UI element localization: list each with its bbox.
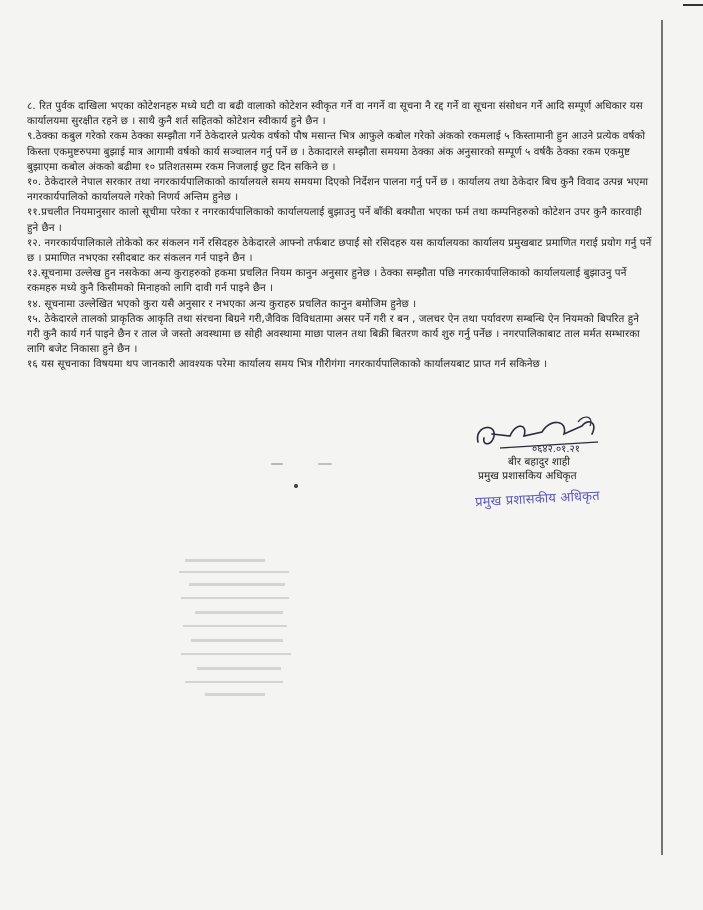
clause-13: १३.सूचनामा उल्लेख हुन नसकेका अन्य कुराहरुको हकमा प्रचलित नियम कानुन अनुसार हुनेछ । ठेक्का सम्झौता पछि नगरकार्यपालिकाको कार्यालयलाई बुझाउनु पर्ने रकमहरु मध्ये कुनै किसीमको मिनाहको लागि दावी गर्न पाइने छैन । [27, 268, 630, 295]
signatory-title: प्रमुख प्रशासकिय अधिकृत [478, 470, 577, 482]
scan-speck [294, 484, 298, 488]
clause-12: १२. नगरकार्यपालिकाले तोकेको कर संकलन गर्ने रसिदहरु ठेकेदारले आफ्नो तर्फबाट छपाई सो रसिदहरु यस कार्यालयका कार्यालय प्रमुखबाट प्रमाणित गराई प्रयोग गर्नु पर्ने छ । प्रमाणित नभएका रसीदबाट कर संकलन गर्न पाइने छैन । [27, 237, 655, 265]
office-stamp: प्रमुख प्रशासकीय अधिकृत [474, 488, 601, 511]
clause-15: १५. ठेकेदारले तालको प्राकृतिक आकृति तथा संरचना बिग्रने गरी,जैविक विविधतामा असर पर्ने गरी र बन , जलचर ऐन तथा पर्यावरण सम्बन्धि ऐन नियमको बिपरित हुने गरी कुनै कार्य गर्न पाइने छैन र ताल जे जस्तो अवस्थामा छ सोही अवस्थामा माछा पालन तथा बिक्री बितरण कार्य शुरु गर्नु पर्नेछ । नगरपालिकाबाट ताल मर्मत सम्भारका लागि बजेट निकासा हुने छैन । [27, 313, 644, 356]
clause-8: ८. रित पुर्वक दाखिला भएका कोटेशनहरु मध्ये घटी वा बढी वालाको कोटेशन स्वीकृत गर्ने वा नगर्ने वा सूचना नै रद्द गर्ने वा सूचना संसोधन गर्ने आदि सम्पूर्ण अधिकार यस कार्यालयमा सुरक्षीत रहने छ । साथै कुनै शर्त सहितको कोटेशन स्वीकार्य हुने छैन । [27, 101, 647, 128]
svg-text:०६४२.०१.२१: ०६४२.०१.२१ [532, 444, 580, 455]
notice-body [27, 99, 655, 373]
handwritten-signature [470, 412, 620, 457]
clause-11: ११.प्रचलीत नियमानुसार कालो सूचीमा परेका र नगरकार्यपालिकाको कार्यालयलाई बुझाउनु पर्ने बाँकी बक्यौता भएका फर्म तथा कम्पनिहरुको कोटेशन उपर कुनै कारवाही हुने छैन । [27, 207, 646, 234]
bleed-through-artifact [175, 553, 300, 703]
signatory-name: बीर बहादुर शाही [508, 456, 570, 468]
scan-speck [271, 463, 283, 465]
clause-16: १६ यस सूचनाका विषयमा थप जानकारी आवश्यक परेमा कार्यालय समय भित्र गौरीगंगा नगरकार्यपालिकाको कार्यालयबाट प्राप्त गर्न सकिनेछ । [27, 359, 548, 371]
clause-14: १४. सूचनामा उल्लेखित भएको कुरा यसै अनुसार र नभएका अन्य कुराहरु प्रचलित कानुन बमोजिम हुनेछ । [27, 298, 417, 310]
binding-edge-line [661, 20, 663, 855]
scan-edge-mark [683, 4, 703, 6]
scan-speck [318, 463, 332, 465]
clause-10: १०. ठेकेदारले नेपाल सरकार तथा नगरकार्यपालिकाको कार्यालयले समय समयमा दिएको निर्देशन पालना गर्नु पर्ने छ । कार्यालय तथा ठेकेदार बिच कुनै विवाद उत्पन्न भएमा नगरकार्यपालिको कार्यालयले गरेको निणर्य अन्तिम हुनेछ । [27, 177, 652, 204]
clause-9: ९.ठेक्का कबुल गरेको रकम ठेक्का सम्झौता गर्ने ठेकेदारले प्रत्येक वर्षको पौष मसान्त भित्र आफुले कबोल गरेको अंकको रकमलाई ५ किस्तामानी हुन आउने प्रत्येक वर्षको किस्ता एकमुष्टरुपमा बुझाई मात्र आगामी वर्षको कार्य सञ्चालन गर्नु पर्ने छ । ठेकादारले सम्झौता समयमा ठेक्का अंक अनुसारको सम्पूर्ण ५ वर्षकै ठेक्का रकम एकमुष्ट बुझाएमा कबोल अंकको बढीमा १० प्रतिशतसम्म रकम निजलाई छुट दिन सकिने छ । [27, 131, 649, 173]
signature-block [470, 412, 660, 532]
